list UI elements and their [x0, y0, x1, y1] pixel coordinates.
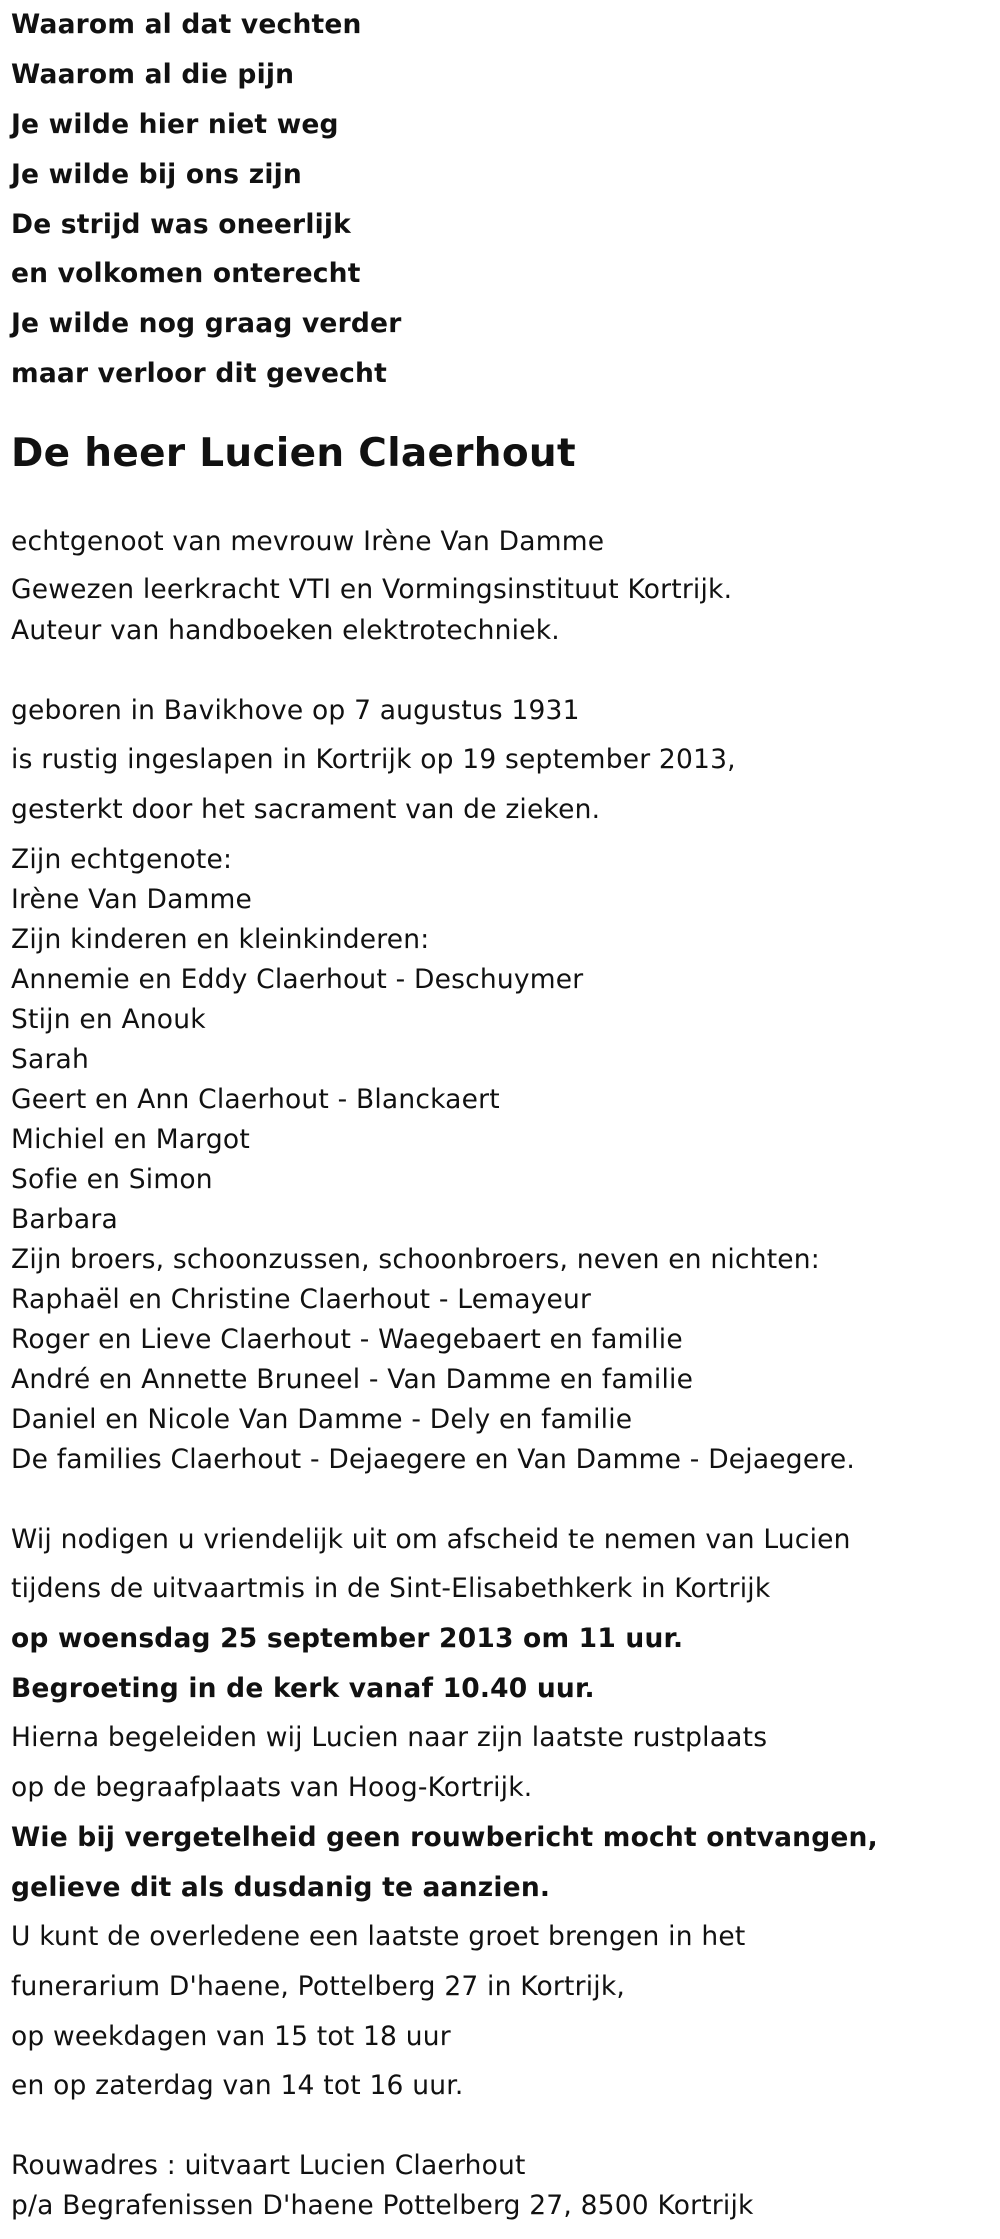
intro-line: Gewezen leerkracht VTI en Vormingsinstituut Kortrijk. [11, 574, 733, 605]
intro-line: echtgenoot van mevrouw Irène Van Damme [11, 526, 605, 557]
family-line: Sofie en Simon [11, 1164, 213, 1195]
death-line: is rustig ingeslapen in Kortrijk op 19 september 2013, [11, 744, 736, 775]
deceased-name: De heer Lucien Claerhout [11, 431, 576, 476]
funeral-line: U kunt de overledene een laatste groet brengen in het [11, 1921, 746, 1952]
family-line: Geert en Ann Claerhout - Blanckaert [11, 1084, 500, 1115]
family-line: Zijn broers, schoonzussen, schoonbroers, neven en nichten: [11, 1244, 820, 1275]
greeting-time-line: Begroeting in de kerk vanaf 10.40 uur. [11, 1673, 595, 1704]
funeral-line: op de begraafplaats van Hoog-Kortrijk. [11, 1772, 533, 1803]
funeral-date-line: op woensdag 25 september 2013 om 11 uur. [11, 1623, 684, 1654]
notice-line: Wie bij vergetelheid geen rouwbericht mocht ontvangen, [11, 1822, 878, 1853]
family-line: Barbara [11, 1204, 118, 1235]
family-line: Zijn echtgenote: [11, 844, 233, 875]
poem-line: Je wilde nog graag verder [11, 308, 402, 339]
birth-line: geboren in Bavikhove op 7 augustus 1931 [11, 695, 580, 726]
family-line: Roger en Lieve Claerhout - Waegebaert en familie [11, 1324, 683, 1355]
address-line: Rouwadres : uitvaart Lucien Claerhout [11, 2150, 526, 2181]
family-line: Annemie en Eddy Claerhout - Deschuymer [11, 964, 584, 995]
family-line: Irène Van Damme [11, 884, 253, 915]
poem-line: Waarom al dat vechten [11, 9, 362, 40]
funeral-line: Wij nodigen u vriendelijk uit om afscheid te nemen van Lucien [11, 1524, 851, 1555]
sacrament-line: gesterkt door het sacrament van de zieken. [11, 794, 601, 825]
poem-line: maar verloor dit gevecht [11, 358, 387, 389]
address-line: p/a Begrafenissen D'haene Pottelberg 27, 8500 Kortrijk [11, 2190, 754, 2221]
family-line: Sarah [11, 1044, 89, 1075]
poem-line: Je wilde hier niet weg [11, 109, 339, 140]
family-line: André en Annette Bruneel - Van Damme en familie [11, 1364, 694, 1395]
family-line: De families Claerhout - Dejaegere en Van Damme - Dejaegere. [11, 1444, 855, 1475]
funeral-line: en op zaterdag van 14 tot 16 uur. [11, 2070, 464, 2101]
family-line: Daniel en Nicole Van Damme - Dely en familie [11, 1404, 633, 1435]
poem-line: Je wilde bij ons zijn [11, 159, 302, 190]
intro-line: Auteur van handboeken elektrotechniek. [11, 615, 560, 646]
poem-line: De strijd was oneerlijk [11, 209, 351, 240]
family-line: Michiel en Margot [11, 1124, 250, 1155]
poem-line: en volkomen onterecht [11, 258, 361, 289]
family-line: Raphaël en Christine Claerhout - Lemayeur [11, 1284, 592, 1315]
poem-line: Waarom al die pijn [11, 59, 295, 90]
funeral-line: funerarium D'haene, Pottelberg 27 in Kortrijk, [11, 1971, 625, 2002]
funeral-line: tijdens de uitvaartmis in de Sint-Elisabethkerk in Kortrijk [11, 1573, 771, 1604]
family-line: Zijn kinderen en kleinkinderen: [11, 924, 430, 955]
funeral-line: Hierna begeleiden wij Lucien naar zijn laatste rustplaats [11, 1722, 768, 1753]
funeral-line: op weekdagen van 15 tot 18 uur [11, 2021, 451, 2052]
notice-line: gelieve dit als dusdanig te aanzien. [11, 1872, 551, 1903]
family-line: Stijn en Anouk [11, 1004, 206, 1035]
